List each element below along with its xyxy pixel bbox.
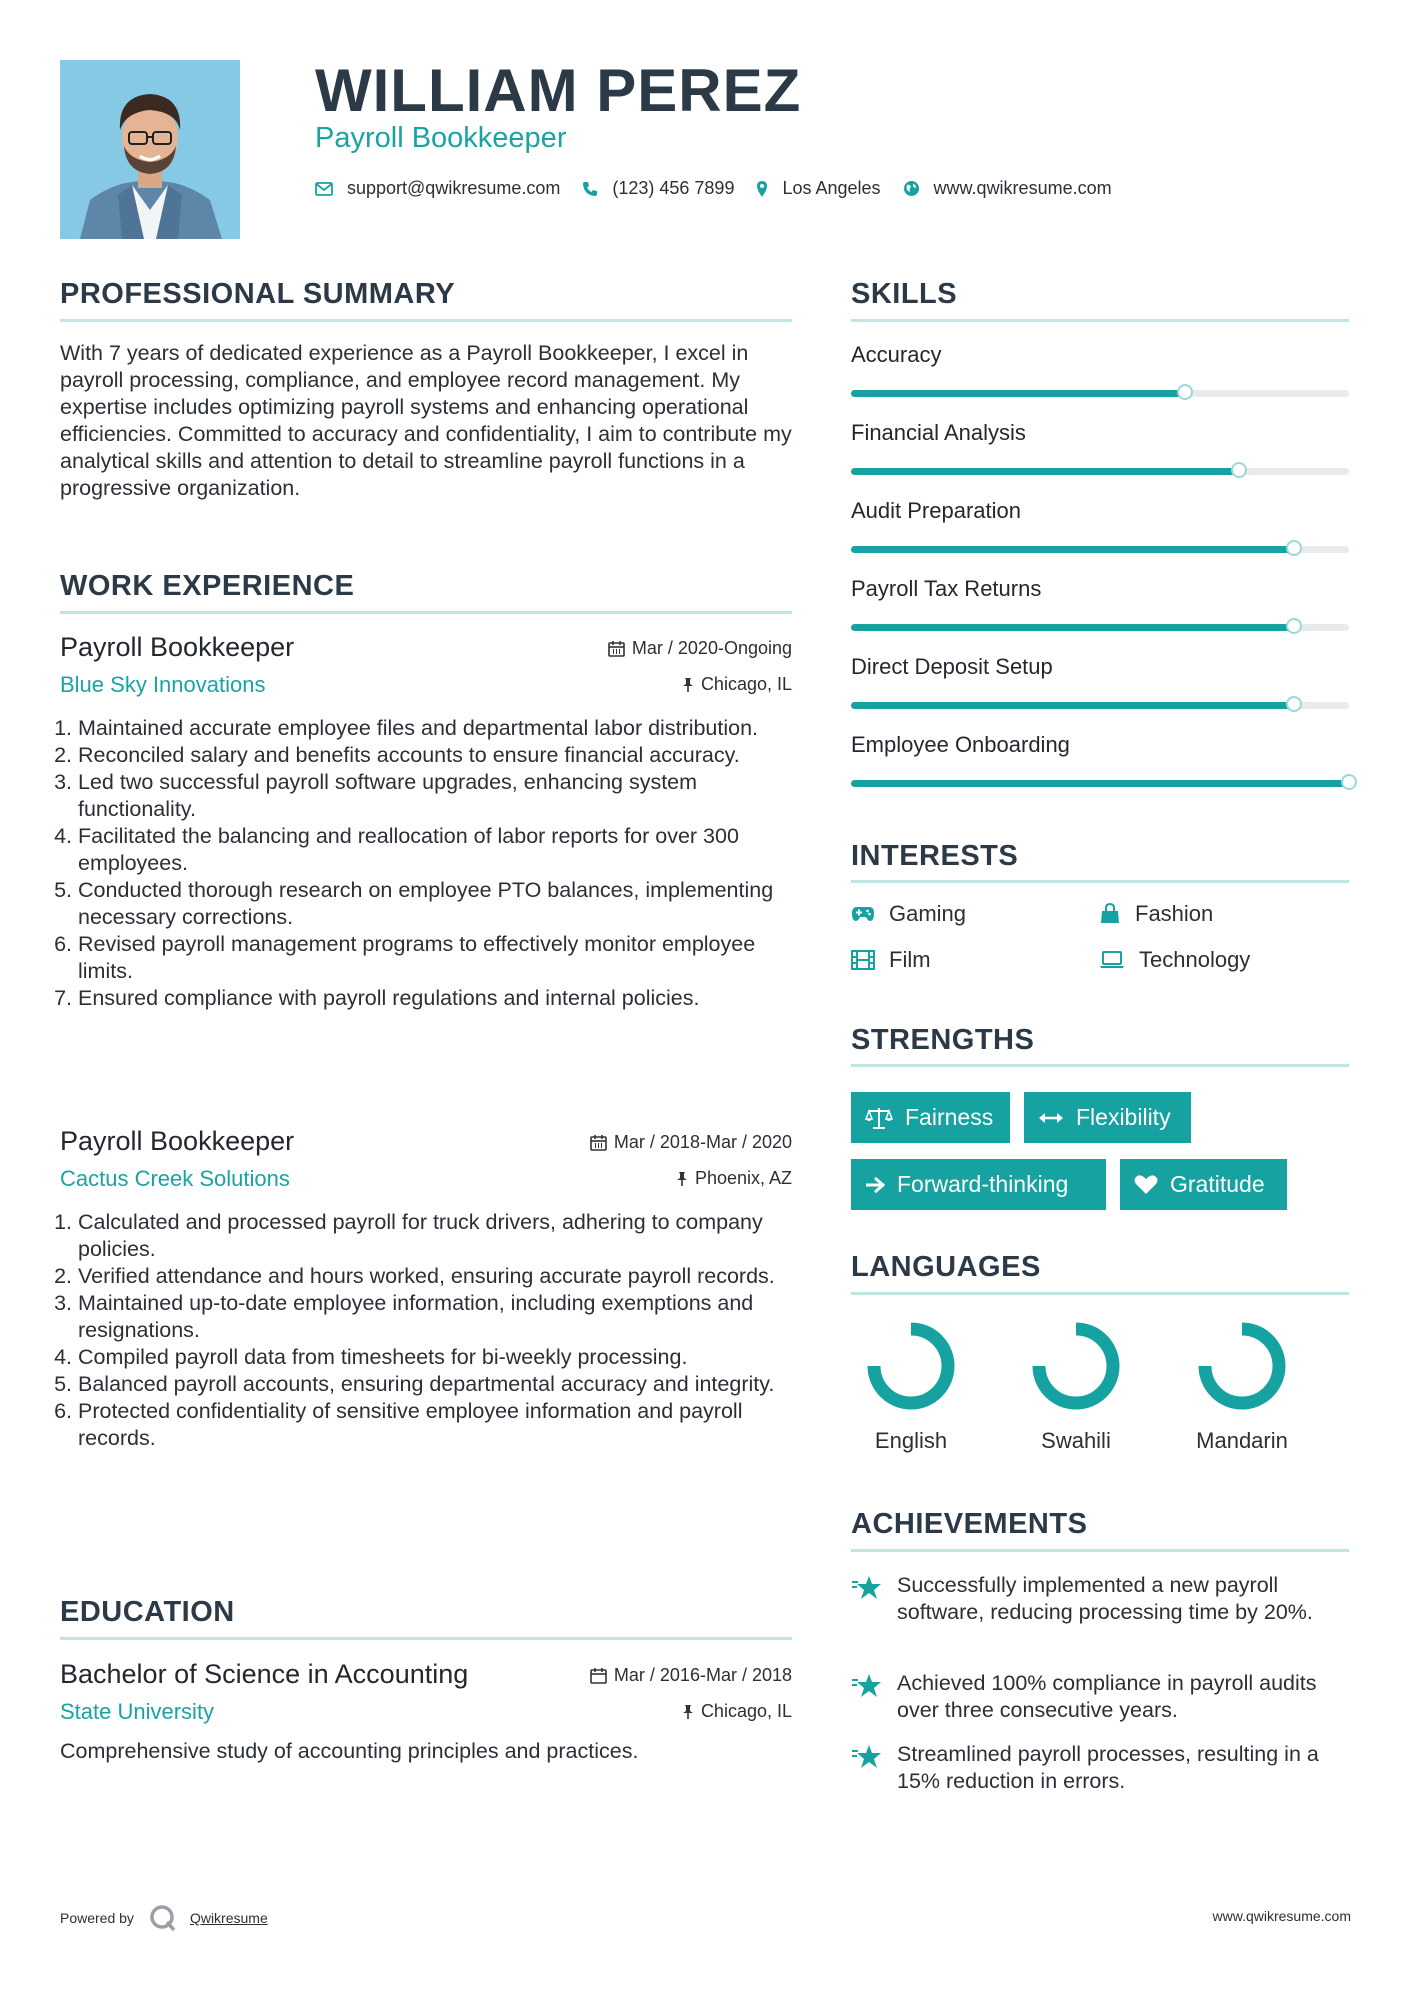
skill-label: Payroll Tax Returns <box>851 576 1042 601</box>
language-ring-arc <box>1205 1329 1279 1403</box>
job-company: Cactus Creek Solutions <box>60 1166 290 1191</box>
list-item: 6. Revised payroll management programs to effectively monitor employee limits. <box>78 931 808 985</box>
strengths-heading: STRENGTHS <box>851 1024 1035 1056</box>
skill-bar-knob <box>1231 462 1247 478</box>
list-item: 4. Compiled payroll data from timesheets for bi-weekly processing. <box>78 1344 808 1371</box>
language-ring <box>1177 1316 1307 1416</box>
skills-divider <box>851 319 1349 322</box>
gamepad-icon <box>851 906 875 922</box>
contact-email[interactable] <box>315 178 560 199</box>
job-date <box>608 638 792 659</box>
film-icon <box>851 950 875 970</box>
job-title: Payroll Bookkeeper <box>60 1126 295 1156</box>
achievement-text: Streamlined payroll processes, resulting in a 15% reduction in errors. <box>897 1742 1319 1793</box>
pushpin-icon <box>676 1171 688 1187</box>
achievement-text: Successfully implemented a new payroll software, reducing processing time by 20%. <box>897 1573 1313 1624</box>
language-name: English <box>874 1428 948 1453</box>
star-trophy-icon <box>851 1672 883 1700</box>
skills-heading: SKILLS <box>851 278 958 310</box>
strength-label: Forward-thinking <box>897 1171 1069 1197</box>
envelope-icon <box>315 182 333 196</box>
list-item: 2. Reconciled salary and benefits accounts to ensure financial accuracy. <box>78 742 808 769</box>
summary-divider <box>60 319 792 322</box>
achievement-item <box>851 1670 1356 1724</box>
languages-heading: LANGUAGES <box>851 1251 1041 1283</box>
achievements-divider <box>851 1549 1349 1552</box>
contact-location <box>756 178 880 199</box>
education-entry <box>60 1659 792 1769</box>
job-date <box>590 1132 792 1153</box>
work-divider <box>60 611 792 614</box>
interest-gaming <box>851 901 966 927</box>
arrow-right-icon <box>865 1176 885 1194</box>
languages-divider <box>851 1292 1349 1295</box>
arrows-horizontal-icon <box>1038 1111 1064 1125</box>
work-heading: WORK EXPERIENCE <box>60 570 355 602</box>
profile-photo <box>60 60 240 239</box>
star-trophy-icon <box>851 1743 883 1771</box>
language-item <box>1177 1316 1307 1453</box>
phone-text: (123) 456 7899 <box>612 178 735 198</box>
skill-bar-knob <box>1286 540 1302 556</box>
job-location-text: Phoenix, AZ <box>694 1168 792 1188</box>
strength-badge-flexibility <box>1024 1092 1191 1143</box>
summary-heading: PROFESSIONAL SUMMARY <box>60 278 456 310</box>
star-trophy-icon <box>851 1574 883 1602</box>
strength-label: Flexibility <box>1076 1104 1171 1130</box>
strength-badge-forward-thinking <box>851 1159 1106 1210</box>
job-location <box>682 674 792 695</box>
person-avatar-icon <box>60 60 240 239</box>
strength-label: Fairness <box>905 1104 994 1130</box>
job-title: Payroll Bookkeeper <box>60 632 295 662</box>
interest-label: Fashion <box>1135 901 1214 926</box>
qwikresume-link[interactable]: Qwikresume <box>189 1910 268 1926</box>
list-item: 1. Calculated and processed payroll for truck drivers, adhering to company policies. <box>78 1209 808 1263</box>
skill-bar-fill <box>851 468 1239 475</box>
strength-badge-fairness <box>851 1092 1010 1143</box>
skill-bar-fill <box>851 624 1294 631</box>
skill-label: Direct Deposit Setup <box>851 654 1053 679</box>
education-location-text: Chicago, IL <box>700 1701 792 1721</box>
pushpin-icon <box>682 1704 694 1720</box>
job-entry <box>60 1126 792 1546</box>
education-date <box>590 1665 792 1686</box>
list-item: 3. Maintained up-to-date employee information, including exemptions and resignations. <box>78 1290 808 1344</box>
job-bullet-list <box>60 1209 808 1452</box>
skill-bar-knob <box>1286 696 1302 712</box>
job-bullet-list <box>60 715 808 1012</box>
candidate-role: Payroll Bookkeeper <box>315 122 567 154</box>
balance-scale-icon <box>865 1106 893 1130</box>
map-pin-icon <box>756 180 768 198</box>
school-name: State University <box>60 1699 215 1724</box>
achievement-text: Achieved 100% compliance in payroll audits over three consecutive years. <box>897 1671 1317 1722</box>
contact-phone[interactable] <box>582 178 734 199</box>
email-text: support@qwikresume.com <box>347 178 561 198</box>
skill-bar-track <box>851 546 1349 553</box>
powered-by-text: Powered by <box>60 1910 134 1926</box>
language-name: Mandarin <box>1196 1428 1288 1453</box>
contact-website[interactable] <box>903 178 1112 199</box>
language-ring <box>846 1316 976 1416</box>
skill-bar-knob <box>1341 774 1357 790</box>
skill-label: Accuracy <box>851 342 942 367</box>
language-item <box>846 1316 976 1453</box>
achievement-item <box>851 1572 1356 1626</box>
laptop-icon <box>1099 951 1125 969</box>
interest-label: Technology <box>1139 947 1251 972</box>
skill-label: Employee Onboarding <box>851 732 1070 757</box>
job-location <box>676 1168 792 1189</box>
language-ring <box>1011 1316 1141 1416</box>
skill-bar-track <box>851 780 1349 787</box>
skill-bar-track <box>851 702 1349 709</box>
achievements-heading: ACHIEVEMENTS <box>851 1508 1088 1540</box>
interest-technology <box>1099 947 1250 973</box>
list-item: 5. Balanced payroll accounts, ensuring departmental accuracy and integrity. <box>78 1371 808 1398</box>
skill-bar-knob <box>1177 384 1193 400</box>
list-item: 5. Conducted thorough research on employee PTO balances, implementing necessary corrections. <box>78 877 808 931</box>
interest-fashion <box>1099 901 1213 927</box>
summary-text: With 7 years of dedicated experience as a Payroll Bookkeeper, I excel in payroll processing, compliance, and employee record management. My expertise includes optimizing payroll systems and enhancing operational efficiencies. Committed to accuracy and confidentiality, I aim to contribute my analytical skills and attention to detail to streamline payroll functions in a progressive organization. <box>60 341 792 500</box>
list-item: 6. Protected confidentiality of sensitive employee information and payroll records. <box>78 1398 808 1452</box>
globe-icon <box>903 180 920 197</box>
skill-bar-fill <box>851 780 1349 787</box>
interest-film <box>851 947 931 973</box>
list-item: 4. Facilitated the balancing and reallocation of labor reports for over 300 employees. <box>78 823 808 877</box>
language-name: Swahili <box>1041 1428 1111 1453</box>
education-divider <box>60 1637 792 1640</box>
skill-bar-fill <box>851 546 1294 553</box>
education-location <box>682 1701 792 1722</box>
degree-title: Bachelor of Science in Accounting <box>60 1659 469 1689</box>
list-item: 2. Verified attendance and hours worked, ensuring accurate payroll records. <box>78 1263 808 1290</box>
calendar-icon <box>590 1667 607 1684</box>
calendar-icon <box>590 1134 607 1151</box>
language-ring-arc <box>874 1329 948 1403</box>
skill-bar-track <box>851 390 1349 397</box>
skill-bar-track <box>851 624 1349 631</box>
location-text: Los Angeles <box>782 178 881 198</box>
contact-bar <box>315 178 1134 199</box>
qwikresume-logo-icon <box>148 1903 178 1933</box>
skill-bar-fill <box>851 390 1185 397</box>
candidate-name: WILLIAM PEREZ <box>315 57 802 124</box>
language-item <box>1011 1316 1141 1453</box>
skill-label: Financial Analysis <box>851 420 1026 445</box>
list-item: 7. Ensured compliance with payroll regulations and internal policies. <box>78 985 808 1012</box>
footer-website[interactable]: www.qwikresume.com <box>1212 1908 1351 1924</box>
website-text: www.qwikresume.com <box>933 178 1112 198</box>
job-entry <box>60 632 792 1102</box>
job-company: Blue Sky Innovations <box>60 672 266 697</box>
list-item: 3. Led two successful payroll software upgrades, enhancing system functionality. <box>78 769 808 823</box>
interest-label: Gaming <box>889 901 967 926</box>
skill-label: Audit Preparation <box>851 498 1021 523</box>
job-date-text: Mar / 2020-Ongoing <box>631 638 792 658</box>
interests-heading: INTERESTS <box>851 840 1019 872</box>
education-date-text: Mar / 2016-Mar / 2018 <box>613 1665 792 1685</box>
strength-badge-gratitude <box>1120 1159 1287 1210</box>
heart-icon <box>1134 1174 1158 1195</box>
footer-powered-by <box>60 1903 268 1933</box>
skill-bar-track <box>851 468 1349 475</box>
strengths-divider <box>851 1064 1349 1067</box>
language-ring-arc <box>1039 1329 1113 1403</box>
job-location-text: Chicago, IL <box>700 674 792 694</box>
calendar-icon <box>608 640 625 657</box>
pushpin-icon <box>682 677 694 693</box>
shopping-bag-icon <box>1099 903 1121 925</box>
interest-label: Film <box>889 947 931 972</box>
skill-bar-fill <box>851 702 1294 709</box>
education-heading: EDUCATION <box>60 1596 235 1628</box>
phone-icon <box>582 181 598 197</box>
job-date-text: Mar / 2018-Mar / 2020 <box>613 1132 792 1152</box>
strength-label: Gratitude <box>1170 1171 1265 1197</box>
interests-divider <box>851 880 1349 883</box>
achievement-item <box>851 1741 1356 1795</box>
list-item: 1. Maintained accurate employee files and departmental labor distribution. <box>78 715 808 742</box>
skill-bar-knob <box>1286 618 1302 634</box>
education-description: Comprehensive study of accounting principles and practices. <box>60 1739 639 1763</box>
